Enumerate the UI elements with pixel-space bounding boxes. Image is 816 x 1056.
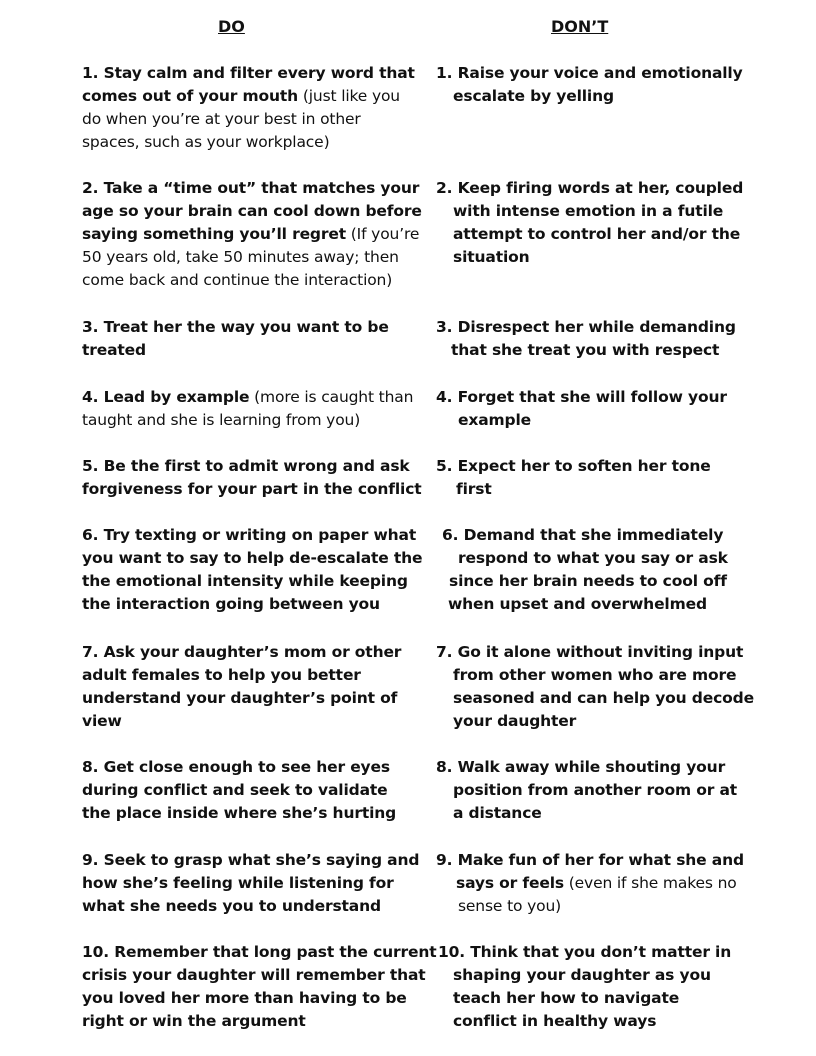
text-segment: 6. Try texting or writing on paper what [82, 526, 417, 544]
do-item-line [82, 316, 427, 339]
do-item-line [82, 223, 427, 246]
dont-item-line [436, 223, 756, 246]
dont-item [436, 849, 756, 918]
text-segment: 50 years old, take 50 minutes away; then [82, 248, 399, 266]
do-item-line [82, 108, 427, 131]
dont-item-line [436, 339, 756, 362]
text-segment: 5. Expect her to soften her tone [436, 457, 711, 475]
dont-column-header: DON’T [551, 17, 609, 36]
do-item-line [82, 941, 437, 964]
do-item-line [82, 964, 427, 987]
dont-item-line [436, 1010, 756, 1033]
text-segment: that she treat you with respect [451, 341, 720, 359]
text-segment: the interaction going between you [82, 595, 380, 613]
text-segment: 8. Get close enough to see her eyes [82, 758, 390, 776]
text-segment: 10. Remember that long past the current [82, 943, 437, 961]
do-item-line [82, 246, 427, 269]
do-item [82, 62, 427, 154]
dont-item-line [436, 409, 756, 432]
text-segment: comes out of your mouth [82, 87, 299, 105]
text-segment: how she’s feeling while listening for [82, 874, 394, 892]
dont-item-line [436, 964, 756, 987]
dont-item-line [436, 687, 756, 710]
do-item-line [82, 664, 427, 687]
text-segment: with intense emotion in a futile [453, 202, 724, 220]
do-item-line [82, 710, 427, 733]
dont-item-line [436, 895, 756, 918]
do-item [82, 177, 427, 292]
dont-item [436, 177, 756, 269]
do-column-header: DO [218, 17, 245, 36]
dont-item-line [436, 524, 756, 547]
text-segment: says or feels [456, 874, 564, 892]
do-item-line [82, 802, 427, 825]
do-item [82, 849, 427, 918]
text-segment: 8. Walk away while shouting your [436, 758, 726, 776]
do-item [82, 641, 427, 733]
text-segment: 1. Stay calm and filter every word that [82, 64, 415, 82]
dont-item-line [436, 177, 756, 200]
text-segment: (even if she makes no [563, 874, 737, 892]
text-segment: 4. Lead by example [82, 388, 250, 406]
text-segment: from other women who are more [453, 666, 737, 684]
text-segment: 7. Go it alone without inviting input [436, 643, 744, 661]
dont-item [436, 524, 756, 616]
text-segment: the emotional intensity while keeping [82, 572, 408, 590]
do-item [82, 941, 437, 1033]
dont-item-line [436, 756, 756, 779]
text-segment: 2. Take a “time out” that matches your [82, 179, 420, 197]
text-segment: come back and continue the interaction) [82, 271, 393, 289]
do-item-line [82, 687, 427, 710]
dont-item-line [436, 547, 756, 570]
text-segment: spaces, such as your workplace) [82, 133, 330, 151]
text-segment: 9. Make fun of her for what she and [436, 851, 744, 869]
do-item-line [82, 987, 427, 1010]
dont-item [436, 641, 756, 733]
text-segment: adult females to help you better [82, 666, 361, 684]
text-segment: treated [82, 341, 146, 359]
text-segment: 9. Seek to grasp what she’s saying and [82, 851, 420, 869]
text-segment: respond to what you say or ask [458, 549, 728, 567]
text-segment: 3. Disrespect her while demanding [436, 318, 736, 336]
text-segment: the place inside where she’s hurting [82, 804, 397, 822]
text-segment: during conflict and seek to validate [82, 781, 388, 799]
text-segment: (just like you [298, 87, 400, 105]
text-segment: attempt to control her and/or the [453, 225, 741, 243]
text-segment: teach her how to navigate [453, 989, 680, 1007]
do-item-line [82, 478, 427, 501]
text-segment: 3. Treat her the way you want to be [82, 318, 389, 336]
do-item-line [82, 409, 427, 432]
dont-item [436, 62, 756, 108]
do-item-line [82, 641, 427, 664]
dont-item-line [436, 200, 756, 223]
do-item [82, 386, 427, 432]
text-segment: 6. Demand that she immediately [442, 526, 724, 544]
dont-item-line [436, 872, 756, 895]
text-segment: taught and she is learning from you) [82, 411, 361, 429]
text-segment: example [458, 411, 531, 429]
text-segment: 1. Raise your voice and emotionally [436, 64, 743, 82]
text-segment: you want to say to help de-escalate the [82, 549, 423, 567]
text-segment: 10. Think that you don’t matter in [438, 943, 732, 961]
text-segment: you loved her more than having to be [82, 989, 407, 1007]
dont-item-line [436, 641, 756, 664]
dont-item-line [436, 664, 756, 687]
dont-item [436, 756, 756, 825]
dont-item [436, 316, 756, 362]
do-item-line [82, 177, 427, 200]
do-item [82, 316, 427, 362]
do-item-line [82, 593, 427, 616]
do-item-line [82, 756, 427, 779]
dont-item-line [436, 316, 756, 339]
text-segment: when upset and overwhelmed [448, 595, 707, 613]
do-item-line [82, 85, 427, 108]
text-segment: age so your brain can cool down before [82, 202, 422, 220]
text-segment: shaping your daughter as you [453, 966, 711, 984]
text-segment: do when you’re at your best in other [82, 110, 361, 128]
dont-item-line [436, 455, 756, 478]
text-segment: view [82, 712, 122, 730]
dont-item-line [436, 593, 756, 616]
dont-item-line [436, 570, 756, 593]
text-segment: since her brain needs to cool off [449, 572, 727, 590]
text-segment: crisis your daughter will remember that [82, 966, 426, 984]
do-item [82, 524, 427, 616]
do-item-line [82, 339, 427, 362]
dont-item-line [436, 62, 756, 85]
dont-item-line [436, 802, 756, 825]
text-segment: your daughter [453, 712, 577, 730]
text-segment: what she needs you to understand [82, 897, 381, 915]
text-segment: 4. Forget that she will follow your [436, 388, 727, 406]
do-item-line [82, 131, 427, 154]
dont-item-line [436, 849, 756, 872]
text-segment: understand your daughter’s point of [82, 689, 398, 707]
do-item-line [82, 1010, 427, 1033]
do-item-line [82, 455, 427, 478]
dont-item-line [436, 246, 756, 269]
text-segment: first [456, 480, 492, 498]
do-item [82, 756, 427, 825]
text-segment: (If you’re [346, 225, 420, 243]
dont-item-line [436, 85, 756, 108]
do-item-line [82, 895, 427, 918]
do-item-line [82, 524, 427, 547]
do-item-line [82, 200, 427, 223]
do-item-line [82, 386, 427, 409]
dont-item-line [436, 478, 756, 501]
text-segment: forgiveness for your part in the conflict [82, 480, 422, 498]
text-segment: 5. Be the first to admit wrong and ask [82, 457, 410, 475]
dont-item [436, 941, 756, 1033]
text-segment: right or win the argument [82, 1012, 306, 1030]
text-segment: (more is caught than [249, 388, 414, 406]
do-item-line [82, 547, 427, 570]
dont-item-line [436, 941, 756, 964]
dont-item-line [436, 386, 756, 409]
do-item-line [82, 779, 427, 802]
text-segment: escalate by yelling [453, 87, 614, 105]
do-item-line [82, 269, 427, 292]
text-segment: a distance [453, 804, 542, 822]
dont-item-line [436, 710, 756, 733]
dont-item-line [436, 987, 756, 1010]
text-segment: 2. Keep firing words at her, coupled [436, 179, 744, 197]
do-item [82, 455, 427, 501]
text-segment: situation [453, 248, 530, 266]
text-segment: seasoned and can help you decode [453, 689, 754, 707]
dont-item-line [436, 779, 756, 802]
do-item-line [82, 872, 427, 895]
text-segment: sense to you) [458, 897, 562, 915]
do-item-line [82, 62, 427, 85]
dont-item [436, 455, 756, 501]
do-item-line [82, 849, 427, 872]
text-segment: position from another room or at [453, 781, 738, 799]
text-segment: 7. Ask your daughter’s mom or other [82, 643, 402, 661]
do-item-line [82, 570, 427, 593]
text-segment: conflict in healthy ways [453, 1012, 657, 1030]
text-segment: saying something you’ll regret [82, 225, 346, 243]
dont-item [436, 386, 756, 432]
